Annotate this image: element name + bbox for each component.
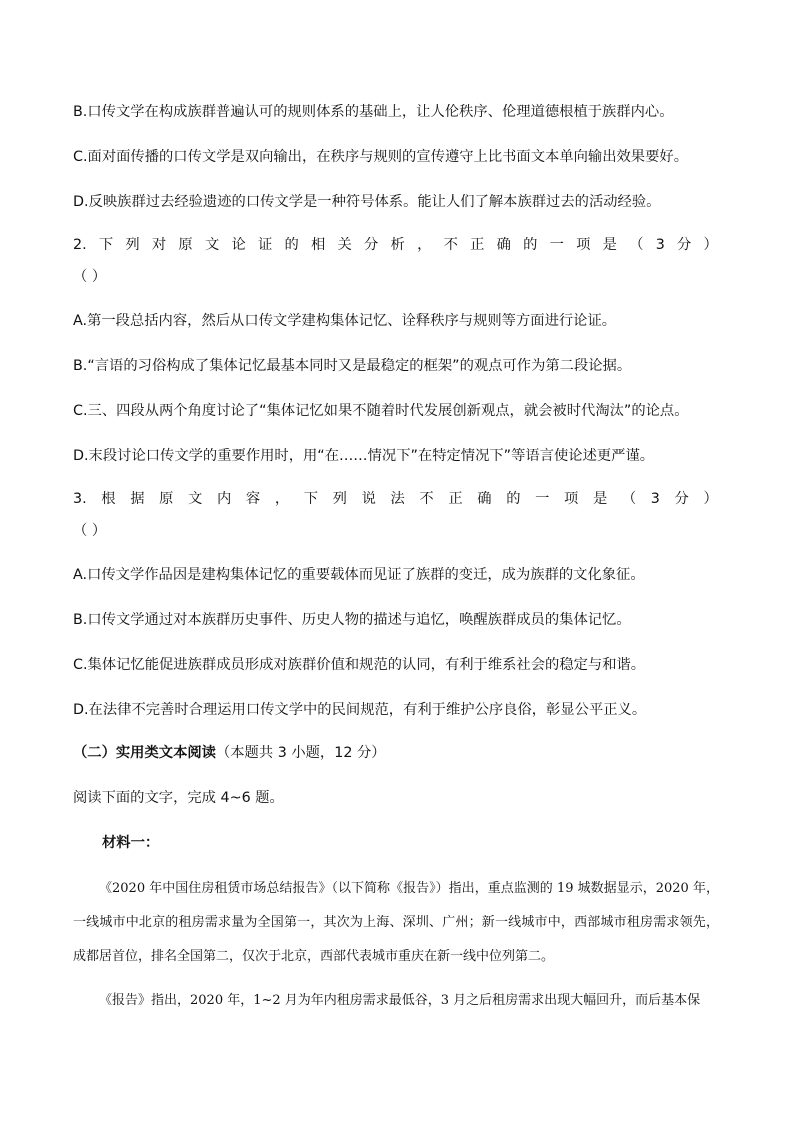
- stem-char: ）: [703, 237, 718, 253]
- q2-option-a: A.第一段总括内容，然后从口传文学建构集体记忆、诠释秩序与规则等方面进行论证。: [73, 313, 617, 329]
- stem-char: 的: [284, 237, 299, 253]
- q1-option-b: B.口传文学在构成族群普遍认可的规则体系的基础上，让人伦秩序、伦理道德根植于族群内心。: [73, 104, 674, 120]
- stem-char: 析: [390, 237, 405, 253]
- stem-char: 3: [650, 491, 660, 507]
- q1-option-c: C.面对面传播的口传文学是双向输出，在秩序与规则的宣传遵守上比书面文本单向输出效果要好。: [73, 149, 688, 165]
- stem-char: 相: [311, 237, 326, 253]
- stem-char: 原: [159, 491, 174, 507]
- stem-char: 3: [655, 237, 665, 253]
- stem-char: 说: [361, 491, 376, 507]
- stem-char: 正: [470, 237, 485, 253]
- stem-char: 文: [204, 237, 220, 253]
- material-paragraph-2: 《报告》指出，2020 年，1~2 月为年内租房需求最低谷，3 月之后租房需求出现大幅回升，而后基本保: [99, 993, 701, 1008]
- stem-char: 3.: [73, 491, 87, 507]
- answer-blank: （ ）: [73, 523, 107, 539]
- stem-char: 内: [216, 491, 232, 507]
- stem-char: 的: [506, 491, 521, 507]
- stem-char: 下: [303, 491, 319, 507]
- stem-char: 列: [125, 237, 140, 253]
- q2-option-d: D.末段讨论口传文学的重要作用时，用“在……情况下”在特定情况下”等语言使论述更严谨。: [73, 448, 655, 464]
- q3-option-a: A.口传文学作品因是建构集体记忆的重要载体而见证了族群的变迁，成为族群的文化象征。: [73, 567, 645, 583]
- q3-option-c: C.集体记忆能促进族群成员形成对族群价值和规范的认同，有利于维系社会的稳定与和谐。: [73, 657, 646, 673]
- q3-option-b: B.口传文学通过对本族群历史事件、历史人物的描述与追忆，唤醒族群成员的集体记忆。: [73, 612, 631, 628]
- stem-char: 根: [101, 491, 116, 507]
- q2-option-c: C.三、四段从两个角度讨论了“集体记忆如果不随着时代发展创新观点，就会被时代淘汰”的论点。: [73, 403, 689, 419]
- q1-option-d: D.反映族群过去经验遗迹的口传文学是一种符号体系。能让人们了解本族群过去的活动经验。: [73, 194, 661, 210]
- stem-char: 项: [576, 237, 591, 253]
- stem-char: （: [621, 491, 637, 507]
- stem-char: 据: [130, 491, 145, 507]
- stem-char: 法: [390, 491, 405, 507]
- stem-char: 一: [535, 491, 550, 507]
- stem-char: 分: [677, 237, 692, 253]
- stem-char: 列: [332, 491, 347, 507]
- stem-char: 下: [98, 237, 114, 253]
- reading-instruction: 阅读下面的文字，完成 4~6 题。: [73, 790, 284, 806]
- stem-char: ，: [274, 491, 290, 507]
- stem-char: 不: [443, 237, 458, 253]
- stem-char: ，: [417, 237, 432, 253]
- stem-char: （: [629, 237, 644, 253]
- stem-char: 对: [151, 237, 167, 253]
- stem-char: 原: [178, 237, 193, 253]
- stem-char: 一: [549, 237, 564, 253]
- stem-char: 论: [231, 237, 246, 253]
- q3-option-d: D.在法律不完善时合理运用口传文学中的民间规范，有利于维护公序良俗，彰显公平正义。: [73, 702, 647, 718]
- section-heading: [73, 743, 723, 763]
- stem-char: 正: [448, 491, 463, 507]
- answer-blank: （ ）: [73, 269, 107, 285]
- material-title: 材料一：: [102, 835, 160, 851]
- material-paragraph-1: 《2020 年中国住房租赁市场总结报告》（以下简称《报告》）指出，重点监测的 19 城数据显示，2020 年，一线城市中北京的租房需求量为全国第一，其次为上海、深圳、广州；新一线城市中，西部城市租房需求领先，成都居首位，排名全国第二，仅次于北京，西部代表城市重庆在新一线中位列第二。: [73, 881, 719, 964]
- question-3-stem: [73, 489, 718, 509]
- question-2: [73, 235, 718, 287]
- question-3: [73, 489, 718, 541]
- stem-char: 文: [188, 491, 203, 507]
- stem-char: 容: [245, 491, 261, 507]
- stem-char: 是: [592, 491, 608, 507]
- question-2-stem: [73, 235, 718, 255]
- stem-char: 确: [477, 491, 492, 507]
- stem-char: 不: [419, 491, 434, 507]
- stem-char: 项: [564, 491, 579, 507]
- stem-char: 关: [337, 237, 352, 253]
- stem-char: 是: [602, 237, 617, 253]
- stem-char: 的: [523, 237, 538, 253]
- stem-char: 分: [674, 491, 689, 507]
- section-note: （本题共 3 小题，12 分）: [215, 745, 386, 761]
- stem-char: ）: [703, 491, 718, 507]
- stem-char: 2.: [73, 237, 87, 253]
- q2-option-b: B.“言语的习俗构成了集体记忆最基本同时又是最稳定的框架”的观点可作为第二段论据。: [73, 358, 632, 374]
- section-title: （二）实用类文本阅读: [73, 745, 216, 761]
- stem-char: 证: [257, 237, 273, 253]
- stem-char: 确: [496, 237, 511, 253]
- stem-char: 分: [364, 237, 379, 253]
